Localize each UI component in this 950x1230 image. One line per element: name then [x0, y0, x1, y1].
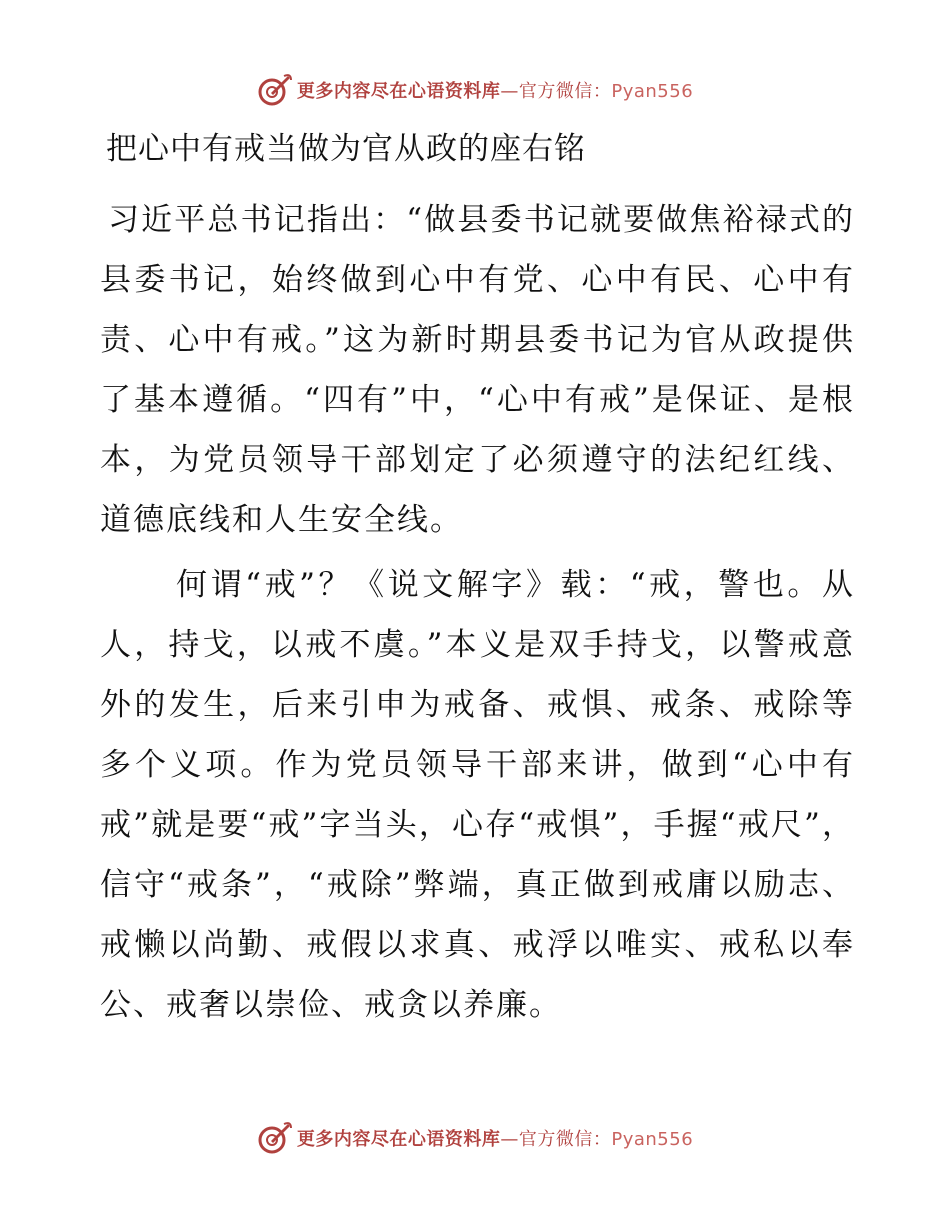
article-paragraph-1: 习近平总书记指出：“做县委书记就要做焦裕禄式的县委书记，始终做到心中有党、心中有民、心中有责、心中有戒。”这为新时期县委书记为官从政提供了基本遵循。“四有”中，“心中有戒”是保证、是根本，为党员领导干部划定了必须遵守的法纪红线、道德底线和人生安全线。: [100, 202, 855, 538]
quill-pen-circle-icon: [257, 72, 293, 108]
article-title: 把心中有戒当做为官从政的座右铭: [106, 131, 586, 167]
article-paragraph-2: 何谓“戒”？《说文解字》载：“戒，警也。从人，持戈，以戒不虞。”本义是双手持戈，以警戒意外的发生，后来引申为戒备、戒惧、戒条、戒除等多个义项。作为党员领导干部来讲，做到“心中有戒”就是要“戒”字当头，心存“戒惧”，手握“戒尺”，信守“戒条”，“戒除”弊端，真正做到戒庸以励志、戒懒以尚勤、戒假以求真、戒浮以唯实、戒私以奉公、戒奢以崇俭、戒贪以养廉。: [100, 567, 855, 1023]
header-watermark: [0, 70, 950, 110]
watermark-official-label: 官方微信：: [518, 1129, 612, 1150]
watermark-text: [297, 1125, 693, 1151]
watermark-separator: —: [500, 81, 519, 102]
quill-pen-circle-icon: [257, 1120, 293, 1156]
watermark-wechat-id: Pyan556: [611, 1129, 694, 1150]
watermark-official-label: 官方微信：: [518, 81, 612, 102]
watermark-brand: 更多内容尽在心语资料库: [296, 1129, 501, 1150]
footer-watermark: [0, 1118, 950, 1158]
watermark-separator: —: [500, 1129, 519, 1150]
watermark-brand: 更多内容尽在心语资料库: [296, 81, 501, 102]
watermark-wechat-id: Pyan556: [611, 81, 694, 102]
watermark-text: [297, 77, 693, 103]
